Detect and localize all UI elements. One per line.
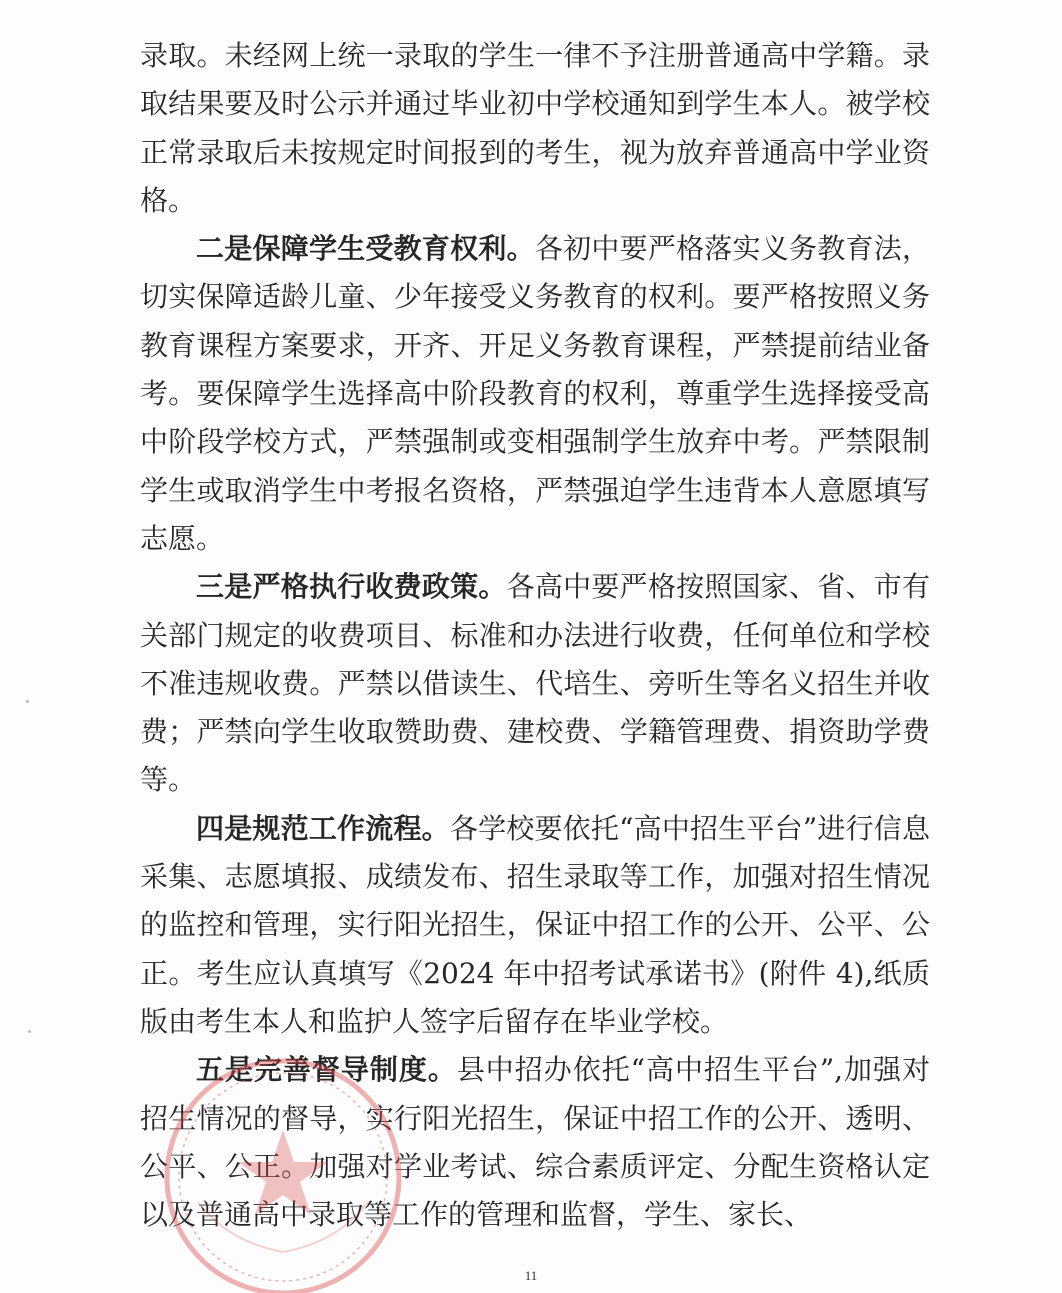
paragraph-text: 县中招办依托“高中招生平台”,加强对招生情况的督导，实行阳光招生，保证中招工作的公开、透明、公平、公正。加强对学业考试、综合素质评定、分配生资格认定以及普通高中录取等工作的管理和监督，学生、家长、: [140, 1053, 930, 1232]
paragraph-protect-rights: [140, 225, 930, 563]
paragraph-lead: 四是规范工作流程。: [196, 811, 450, 845]
paragraph-text: 各学校要依托“高中招生平台”进行信息采集、志愿填报、成绩发布、招生录取等工作，加强对招生情况的监控和管理，实行阳光招生，保证中招工作的公开、公平、公正。考生应认真填写《2024 年中招考试承诺书》(附件 4),纸质版由考生本人和监护人签字后留存在毕业学校。: [140, 811, 930, 1038]
paragraph-supervision: [140, 1046, 930, 1239]
paragraph-fee-policy: [140, 563, 930, 804]
paragraph-text: 各高中要严格按照国家、省、市有关部门规定的收费项目、标准和办法进行收费，任何单位和学校不准违规收费。严禁以借读生、代培生、旁听生等名义招生并收费；严禁向学生收取赞助费、建校费、学籍管理费、捐资助学费等。: [140, 570, 930, 797]
paragraph-continuation: [140, 32, 930, 225]
scan-speck: [26, 700, 29, 703]
page-number: 11: [524, 1268, 538, 1283]
paragraph-workflow: [140, 805, 930, 1046]
paragraph-text: 各初中要严格落实义务教育法，切实保障适龄儿童、少年接受义务教育的权利。要严格按照义务教育课程方案要求，开齐、开足义务教育课程，严禁提前结业备考。要保障学生选择高中阶段教育的权利，尊重学生选择接受高中阶段学校方式，严禁强制或变相强制学生放弃中考。严禁限制学生或取消学生中考报名资格，严禁强迫学生违背本人意愿填写志愿。: [140, 232, 930, 555]
document-body: [140, 32, 930, 1239]
paragraph-text: 录取。未经网上统一录取的学生一律不予注册普通高中学籍。录取结果要及时公示并通过毕业初中学校通知到学生本人。被学校正常录取后未按规定时间报到的考生，视为放弃普通高中学业资格。: [140, 39, 930, 217]
paragraph-lead: 五是完善督导制度。: [196, 1053, 457, 1087]
paragraph-lead: 三是严格执行收费政策。: [196, 570, 507, 604]
paragraph-lead: 二是保障学生受教育权利。: [196, 232, 535, 266]
scan-speck: [28, 1030, 31, 1033]
